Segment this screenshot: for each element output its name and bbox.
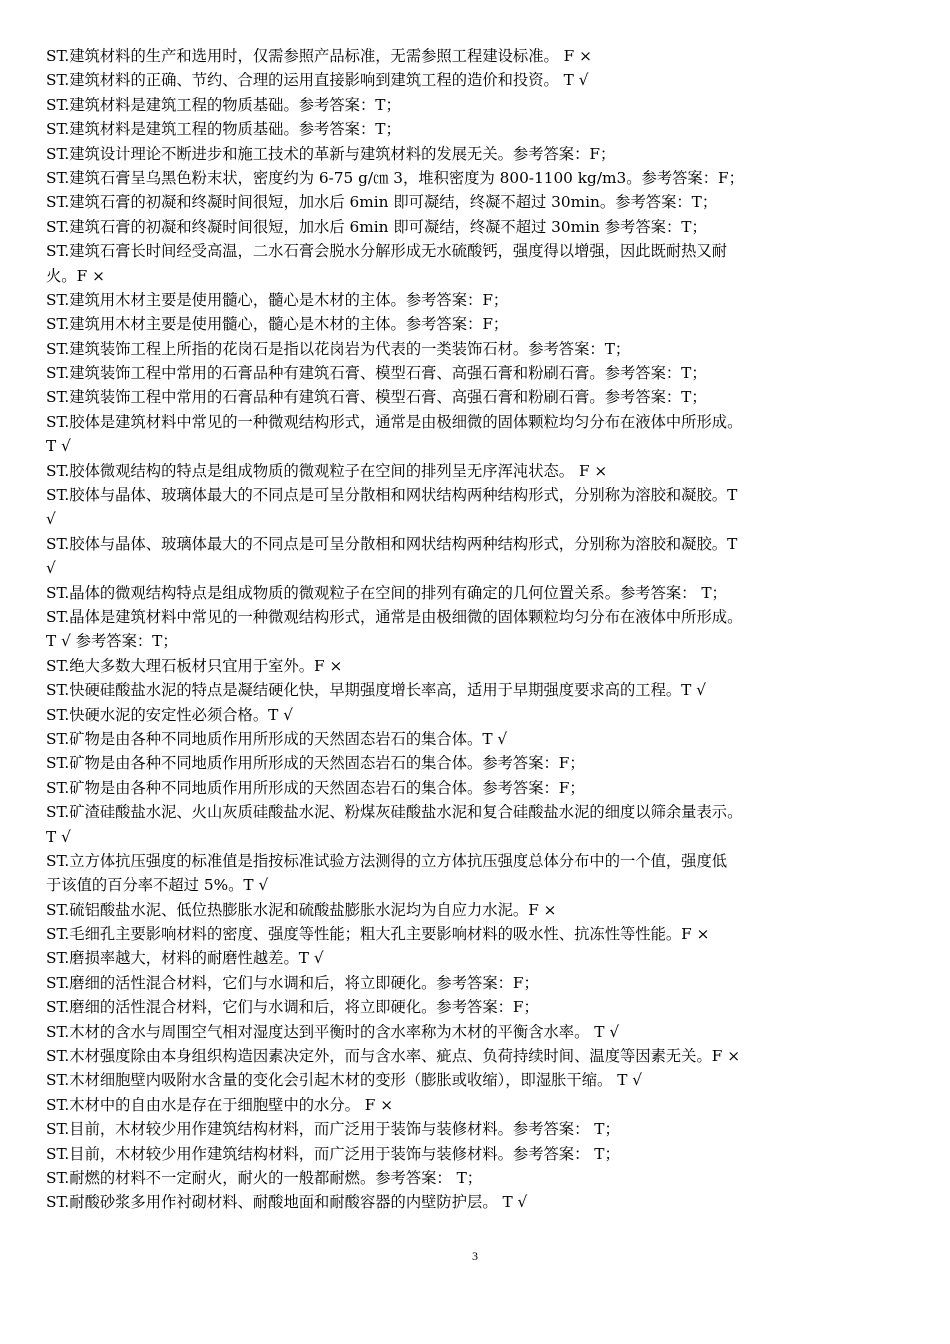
text-line: ST.晶体是建筑材料中常见的一种微观结构形式，通常是由极细微的固体颗粒均匀分布在液体中所形成。 bbox=[46, 607, 743, 626]
text-line: ST.目前，木材较少用作建筑结构材料，而广泛用于装饰与装修材料。参考答案： T； bbox=[46, 1144, 620, 1163]
text-line: ST.矿物是由各种不同地质作用所形成的天然固态岩石的集合体。参考答案：F； bbox=[46, 754, 585, 773]
text-line: ST.耐酸砂浆多用作衬砌材料、耐酸地面和耐酸容器的内壁防护层。 T √ bbox=[46, 1193, 528, 1212]
text-line: T √ 参考答案：T； bbox=[46, 632, 178, 651]
text-line: ST.胶体与晶体、玻璃体最大的不同点是可呈分散相和网状结构两种结构形式，分别称为溶胶和凝胶。T bbox=[46, 534, 738, 553]
text-line: ST.胶体微观结构的特点是组成物质的微观粒子在空间的排列呈无序浑沌状态。 F × bbox=[46, 461, 608, 480]
text-line: ST.木材的含水与周围空气相对湿度达到平衡时的含水率称为木材的平衡含水率。 T √ bbox=[46, 1022, 620, 1041]
text-line: ST.建筑装饰工程中常用的石膏品种有建筑石膏、模型石膏、高强石膏和粉刷石膏。参考答案：T； bbox=[46, 388, 707, 407]
text-line: ST.耐燃的材料不一定耐火，耐火的一般都耐燃。参考答案： T； bbox=[46, 1168, 483, 1187]
text-line: √ bbox=[46, 559, 56, 578]
text-line: ST.建筑材料的生产和选用时，仅需参照产品标准，无需参照工程建设标准。 F × bbox=[46, 47, 592, 65]
text-line: ST.绝大多数大理石板材只宜用于室外。F × bbox=[46, 656, 343, 675]
text-line: ST.建筑装饰工程上所指的花岗石是指以花岗岩为代表的一类装饰石材。参考答案：T； bbox=[46, 339, 631, 358]
text-line: ST.建筑材料是建筑工程的物质基础。参考答案：T； bbox=[46, 120, 401, 139]
text-line: ST.建筑设计理论不断进步和施工技术的革新与建筑材料的发展无关。参考答案：F； bbox=[46, 144, 616, 163]
text-line: ST.快硬水泥的安定性必须合格。T √ bbox=[46, 705, 293, 724]
text-line: ST.立方体抗压强度的标准值是指按标准试验方法测得的立方体抗压强度总体分布中的一个值，强度低 bbox=[46, 851, 728, 870]
text-line: T √ bbox=[46, 437, 71, 456]
text-line: ST.矿物是由各种不同地质作用所形成的天然固态岩石的集合体。T √ bbox=[46, 729, 508, 748]
text-line: ST.磨损率越大，材料的耐磨性越差。T √ bbox=[46, 949, 324, 968]
text-line: ST.磨细的活性混合材料，它们与水调和后，将立即硬化。参考答案：F； bbox=[46, 998, 539, 1017]
text-line: ST.目前，木材较少用作建筑结构材料，而广泛用于装饰与装修材料。参考答案： T； bbox=[46, 1120, 620, 1139]
text-line: ST.硫铝酸盐水泥、低位热膨胀水泥和硫酸盐膨胀水泥均为自应力水泥。F × bbox=[46, 900, 557, 919]
text-line: ST.木材强度除由本身组织构造因素决定外，而与含水率、疵点、负荷持续时间、温度等因素无关。F × bbox=[46, 1047, 741, 1066]
text-line: ST.木材细胞壁内吸附水含量的变化会引起木材的变形（膨胀或收缩），即湿胀干缩。 T √ bbox=[46, 1071, 643, 1090]
question-list bbox=[46, 44, 908, 1239]
page-number: 3 bbox=[472, 1249, 478, 1263]
text-line: 火。F × bbox=[46, 266, 105, 285]
text-line: ST.矿渣硅酸盐水泥、火山灰质硅酸盐水泥、粉煤灰硅酸盐水泥和复合硅酸盐水泥的细度以筛余量表示。 bbox=[46, 803, 743, 822]
text-line: ST.建筑用木材主要是使用髓心，髓心是木材的主体。参考答案：F； bbox=[46, 315, 509, 334]
text-line: ST.胶体是建筑材料中常见的一种微观结构形式，通常是由极细微的固体颗粒均匀分布在液体中所形成。 bbox=[46, 412, 743, 431]
text-line: ST.木材中的自由水是存在于细胞壁中的水分。 F × bbox=[46, 1095, 394, 1114]
text-line: ST.磨细的活性混合材料，它们与水调和后，将立即硬化。参考答案：F； bbox=[46, 973, 539, 992]
text-line: ST.胶体与晶体、玻璃体最大的不同点是可呈分散相和网状结构两种结构形式，分别称为溶胶和凝胶。T bbox=[46, 486, 738, 505]
text-line: ST.建筑材料的正确、节约、合理的运用直接影响到建筑工程的造价和投资。 T √ bbox=[46, 71, 589, 90]
text-line: ST.建筑石膏的初凝和终凝时间很短，加水后 6min 即可凝结，终凝不超过 30min 参考答案：T； bbox=[46, 217, 707, 236]
text-line: ST.建筑石膏呈乌黑色粉末状，密度约为 6-75 g/㎝ 3，堆积密度为 800-1100 kg/m3。参考答案：F； bbox=[46, 168, 744, 187]
text-line: ST.快硬硅酸盐水泥的特点是凝结硬化快，早期强度增长率高，适用于早期强度要求高的工程。T √ bbox=[46, 681, 706, 700]
text-line: ST.毛细孔主要影响材料的密度、强度等性能；粗大孔主要影响材料的吸水性、抗冻性等性能。F × bbox=[46, 925, 710, 944]
text-line: 于该值的百分率不超过 5%。T √ bbox=[46, 876, 269, 895]
text-line: ST.建筑材料是建筑工程的物质基础。参考答案：T； bbox=[46, 95, 401, 114]
text-line: ST.矿物是由各种不同地质作用所形成的天然固态岩石的集合体。参考答案：F； bbox=[46, 778, 585, 797]
text-line: √ bbox=[46, 510, 56, 529]
text-line: ST.建筑用木材主要是使用髓心，髓心是木材的主体。参考答案：F； bbox=[46, 290, 509, 309]
text-line: ST.建筑装饰工程中常用的石膏品种有建筑石膏、模型石膏、高强石膏和粉刷石膏。参考答案：T； bbox=[46, 364, 707, 383]
text-line: ST.建筑石膏的初凝和终凝时间很短，加水后 6min 即可凝结，终凝不超过 30min。参考答案：T； bbox=[46, 193, 718, 212]
text-line bbox=[46, 1215, 908, 1239]
text-line: T √ bbox=[46, 827, 71, 846]
text-line: ST.晶体的微观结构特点是组成物质的微观粒子在空间的排列有确定的几何位置关系。参考答案： T； bbox=[46, 583, 727, 602]
text-line: ST.建筑石膏长时间经受高温，二水石膏会脱水分解形成无水硫酸钙，强度得以增强，因此既耐热又耐 bbox=[46, 242, 728, 261]
